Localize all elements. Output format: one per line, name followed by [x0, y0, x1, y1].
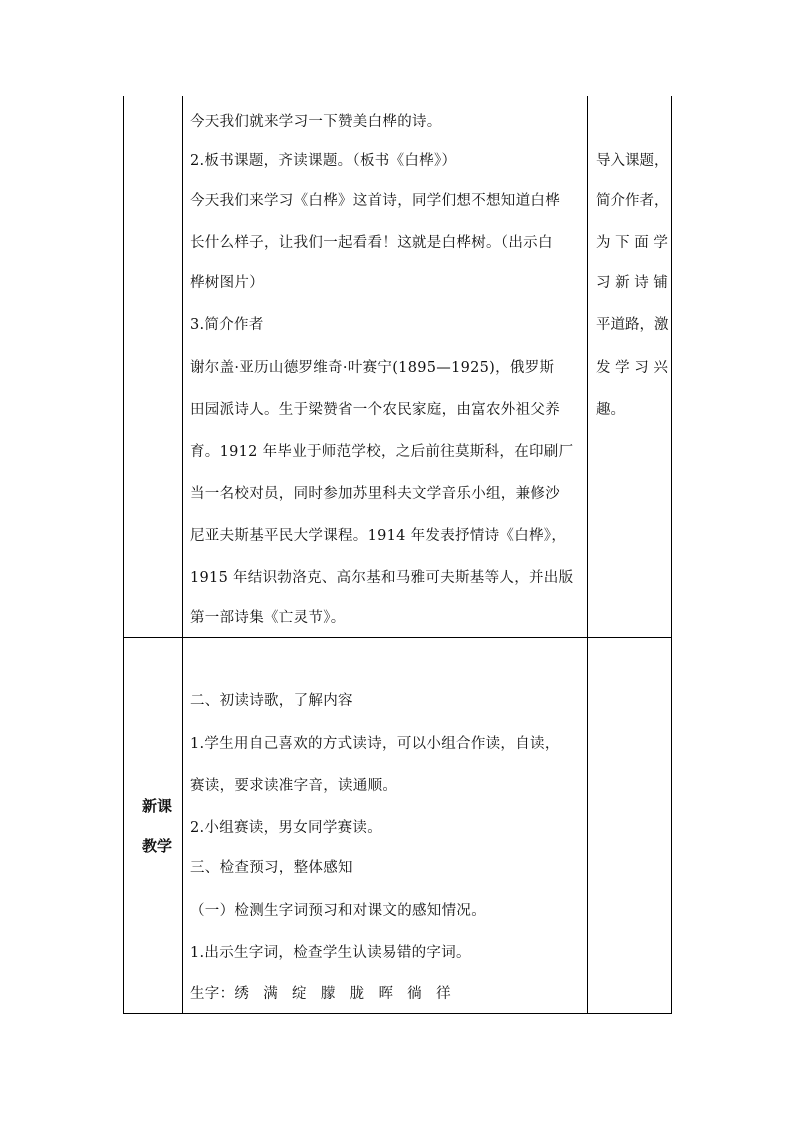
table-border-right [671, 96, 672, 1014]
note-line: 简介作者， [596, 193, 669, 209]
char: 满 [263, 986, 279, 1002]
text-line: 2.板书课题，齐读课题。（板书《白桦》） [190, 153, 457, 169]
char: 晖 [378, 986, 394, 1002]
text-line: 今天我们来学习《白桦》这首诗，同学们想不想知道白桦 [190, 193, 560, 209]
text-line: 长什么样子，让我们一起看看！这就是白桦树。（出示白 [190, 235, 553, 251]
text-line: 第一部诗集《亡灵节》。 [190, 610, 346, 626]
column-divider-2 [587, 96, 588, 1014]
note-line: 发 学 习 兴 [596, 360, 668, 376]
text-line: 三、检查预习，整体感知 [190, 860, 353, 876]
column-divider-1 [182, 96, 183, 1014]
char: 徉 [436, 986, 451, 1002]
note-line: 为 下 面 学 [596, 235, 668, 251]
text-line: 1915 年结识勃洛克、高尔基和马雅可夫斯基等人，并出版 [190, 570, 574, 586]
text-line: 1.学生用自己喜欢的方式读诗，可以小组合作读，自读， [190, 736, 560, 752]
note-line: 导入课题， [596, 153, 669, 169]
text-line: 赛读，要求读准字音，读通顺。 [190, 778, 398, 794]
text-line: 育。1912 年毕业于师范学校，之后前往莫斯科，在印刷厂 [190, 444, 574, 460]
text-line: 二、初读诗歌，了解内容 [190, 693, 353, 709]
text-line: 当一名校对员，同时参加苏里科夫文学音乐小组，兼修沙 [190, 486, 560, 502]
new-characters-line [190, 984, 465, 1004]
table-border-bottom [123, 1013, 672, 1014]
text-line: 田园派诗人。生于梁赞省一个农民家庭，由富农外祖父养 [190, 402, 560, 418]
text-line: 谢尔盖·亚历山德罗维奇·叶赛宁(1895—1925)，俄罗斯 [190, 360, 555, 376]
text-line: 今天我们就来学习一下赞美白桦的诗。 [190, 114, 442, 130]
char: 徜 [407, 986, 423, 1002]
char: 绽 [292, 986, 307, 1002]
char: 绣 [234, 986, 250, 1002]
section-label-line: 教学 [141, 837, 172, 855]
char: 朦 [320, 986, 336, 1002]
text-line: 2.小组赛读，男女同学赛读。 [190, 820, 383, 836]
text-line: 1.出示生字词，检查学生认读易错的字词。 [190, 945, 471, 961]
text-line: 桦树图片） [190, 275, 264, 291]
text-line: 尼亚夫斯基平民大学课程。1914 年发表抒情诗《白桦》， [190, 528, 567, 544]
note-line: 趣。 [596, 402, 625, 418]
char: 胧 [349, 986, 365, 1002]
row-divider [123, 637, 672, 638]
note-line: 习 新 诗 铺 [596, 275, 668, 291]
note-line: 平道路，激 [596, 317, 669, 333]
text-line: （一）检测生字词预习和对课文的感知情况。 [190, 903, 486, 919]
table-border-left [123, 96, 124, 1014]
chars-label: 生字： [190, 986, 235, 1002]
text-line: 3.简介作者 [190, 317, 264, 333]
section-label-line: 新课 [141, 797, 172, 815]
